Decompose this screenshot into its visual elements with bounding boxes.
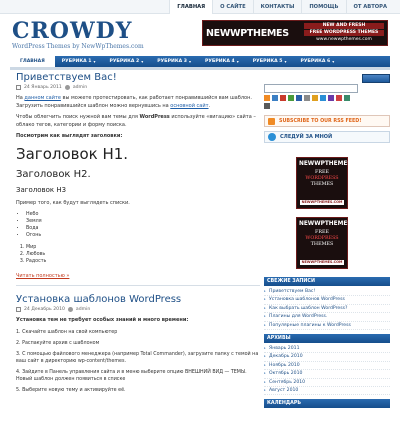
archives-heading: АРХИВЫ bbox=[264, 334, 390, 343]
list-item[interactable]: ▸ Как выбрать шаблон WordPress? bbox=[264, 305, 390, 313]
topnav-home[interactable]: ГЛАВНАЯ bbox=[169, 0, 212, 14]
post-paragraph: На данном сайте вы можете протестировать, как работает понравившийся вам шаблон. Загрузить понравившийся шаблон можно вернувшись на основной сайт. bbox=[16, 95, 252, 109]
list-item: 1. Мир bbox=[26, 244, 260, 251]
step-item: 1. Скачайте шаблон на свой компьютер bbox=[16, 329, 118, 335]
menu-item-cat6[interactable]: РУБРИКА 6 ▾ bbox=[294, 56, 342, 67]
topnav-help[interactable]: ПОМОЩЬ bbox=[301, 0, 345, 14]
sidebar-banner-2[interactable] bbox=[296, 217, 352, 269]
calendar-icon bbox=[16, 85, 21, 90]
menu-item-cat2[interactable]: РУБРИКА 2 ▾ bbox=[103, 56, 151, 67]
chevron-down-icon: ▾ bbox=[284, 59, 287, 64]
banner-line1: NEW AND FRESH bbox=[304, 23, 384, 29]
top-nav bbox=[169, 0, 394, 14]
delicious-icon[interactable] bbox=[272, 95, 278, 101]
banner-logo: NEWWPTHEMES bbox=[299, 221, 352, 227]
twitter-follow-label: СЛЕДУЙ ЗА МНОЙ bbox=[280, 134, 333, 140]
recent-posts-list bbox=[264, 288, 390, 330]
bookmark-icon[interactable] bbox=[304, 95, 310, 101]
facebook-icon[interactable] bbox=[296, 95, 302, 101]
calendar-heading: КАЛЕНДАРЬ bbox=[264, 399, 390, 408]
topnav-about[interactable]: О САЙТЕ bbox=[212, 0, 252, 14]
email-icon[interactable] bbox=[264, 103, 270, 109]
list-item[interactable]: ▸ Сентябрь 2010 bbox=[264, 379, 390, 387]
twitter-icon[interactable] bbox=[320, 95, 326, 101]
post-author[interactable]: admin bbox=[72, 85, 88, 90]
list-item[interactable]: ▸ Плагины для WordPress. bbox=[264, 313, 390, 321]
user-icon bbox=[65, 85, 70, 90]
main-content bbox=[16, 72, 260, 398]
post-meta bbox=[16, 307, 260, 312]
banner-logo: NEWWPTHEMES bbox=[206, 28, 289, 39]
post-date: 24 Январь 2011 bbox=[24, 85, 62, 90]
read-more-link[interactable]: Читать полностью » bbox=[16, 273, 70, 279]
share-icon[interactable] bbox=[344, 95, 350, 101]
list-item[interactable]: ▸ Декабрь 2010 bbox=[264, 353, 390, 361]
rss-icon[interactable] bbox=[264, 95, 270, 101]
stumbleupon-icon[interactable] bbox=[288, 95, 294, 101]
post-paragraph: Чтобы облегчить поиск нужной вам темы для WordPress используйте «вигацию» сайта – облако тегов, категории и форму поиска. bbox=[16, 114, 256, 128]
header-banner[interactable] bbox=[202, 20, 388, 46]
search-button[interactable] bbox=[362, 74, 390, 83]
list-item[interactable]: ▸ Приветствуем Вас! bbox=[264, 288, 390, 296]
menu-item-cat3[interactable]: РУБРИКА 3 ▾ bbox=[150, 56, 198, 67]
twitter-follow-box[interactable] bbox=[264, 131, 390, 143]
menu-item-cat1[interactable]: РУБРИКА 1 ▾ bbox=[55, 56, 103, 67]
yahoo-icon[interactable] bbox=[328, 95, 334, 101]
chevron-down-icon: ▾ bbox=[93, 59, 96, 64]
banner-text: FREE WORDPRESS THEMES bbox=[305, 230, 339, 247]
twitter-bird-icon bbox=[268, 133, 276, 141]
chevron-down-icon: ▾ bbox=[141, 59, 144, 64]
post-author[interactable]: admin bbox=[75, 307, 91, 312]
list-item: • Вода bbox=[26, 225, 260, 232]
install-steps bbox=[16, 329, 260, 394]
list-item: • Небо bbox=[26, 211, 260, 218]
menu-item-home[interactable]: ГЛАВНАЯ bbox=[10, 56, 55, 67]
post-date: 24 Декабрь 2010 bbox=[24, 307, 65, 312]
post-paragraph: Пример того, как будут выглядеть списки. bbox=[16, 199, 130, 206]
rss-subscribe-box[interactable] bbox=[264, 115, 390, 127]
heading-h1: Заголовок H1. bbox=[16, 144, 129, 163]
chevron-down-icon: ▾ bbox=[332, 59, 335, 64]
banner-url: NEWWPTHEMES.COM bbox=[301, 260, 343, 264]
heading-h2: Заголовок H2. bbox=[16, 168, 91, 180]
banner-text: FREE WORDPRESS THEMES bbox=[305, 170, 339, 187]
sidebar bbox=[264, 72, 390, 408]
list-item[interactable]: ▸ Август 2010 bbox=[264, 387, 390, 395]
digg-icon[interactable] bbox=[280, 95, 286, 101]
user-icon bbox=[68, 307, 73, 312]
banner-line3: www.newwpthemes.com bbox=[316, 37, 372, 42]
list-item: 3. Радость bbox=[26, 258, 260, 265]
rss-subscribe-label: SUBSCRIBE TO OUR RSS FEED! bbox=[279, 118, 362, 124]
rss-feed-icon bbox=[268, 118, 275, 125]
chevron-down-icon: ▾ bbox=[188, 59, 191, 64]
bullet-list bbox=[26, 211, 260, 239]
topnav-contacts[interactable]: КОНТАКТЫ bbox=[253, 0, 302, 14]
site-title[interactable]: CROWDY bbox=[12, 18, 133, 44]
menu-item-cat4[interactable]: РУБРИКА 4 ▾ bbox=[198, 56, 246, 67]
site-subtitle: WordPress Themes by NewWpThemes.com bbox=[12, 43, 144, 50]
post-title[interactable]: Приветствуем Вас! bbox=[16, 72, 117, 83]
list-item[interactable]: ▸ Ноябрь 2010 bbox=[264, 362, 390, 370]
site-link[interactable]: данном сайте bbox=[24, 95, 61, 101]
search-row bbox=[264, 74, 390, 83]
main-menu bbox=[10, 56, 390, 67]
banner-logo: NEWWPTHEMES bbox=[299, 161, 352, 167]
post-paragraph: Посмотрим как выглядят заголовки: bbox=[16, 133, 123, 139]
step-item: 4. Зайдите в Панель управления сайта и в меню выберите опцию ВНЕШНИЙ ВИД — ТЕМЫ. Новый шаблон должен появиться в списке bbox=[16, 369, 247, 382]
sidebar-banner-1[interactable] bbox=[296, 157, 352, 209]
social-bookmarks bbox=[264, 95, 354, 109]
archives-list bbox=[264, 345, 390, 395]
list-item: • Огонь bbox=[26, 232, 260, 239]
banner-line2: FREE WORDPRESS THEMES bbox=[304, 30, 384, 36]
search-input[interactable] bbox=[264, 84, 358, 93]
chevron-down-icon: ▾ bbox=[236, 59, 239, 64]
list-item[interactable]: ▸ Октябрь 2010 bbox=[264, 370, 390, 378]
heading-h3: Заголовок H3 bbox=[16, 185, 67, 194]
top-bar bbox=[0, 0, 400, 14]
list-item: • Земля bbox=[26, 218, 260, 225]
list-item[interactable]: ▸ Популярные плагины к WordPress bbox=[264, 322, 390, 330]
post-meta bbox=[16, 85, 260, 90]
main-site-link[interactable]: основной сайт bbox=[170, 102, 209, 109]
step-item: 2. Распакуйте архив с шаблоном bbox=[16, 340, 100, 346]
star-icon[interactable] bbox=[312, 95, 318, 101]
step-item: 5. Выберите новую тему и активируйте её. bbox=[16, 387, 126, 393]
menu-divider bbox=[10, 67, 390, 70]
list-item[interactable]: ▸ Установка шаблонов WordPress bbox=[264, 296, 390, 304]
calendar-icon bbox=[16, 307, 21, 312]
menu-item-cat5[interactable]: РУБРИКА 5 ▾ bbox=[246, 56, 294, 67]
step-item: 3. С помощью файлового менеджера (например Total Commander), загрузите папку с темой на ваш сайт в директорию wp-content/themes. bbox=[16, 351, 259, 364]
google-icon[interactable] bbox=[336, 95, 342, 101]
post-divider bbox=[16, 285, 260, 286]
topnav-author[interactable]: ОТ АВТОРА bbox=[346, 0, 395, 14]
banner-url: NEWWPTHEMES.COM bbox=[301, 200, 343, 204]
post-paragraph: Установка тем не требует особых знаний и много времени: bbox=[16, 317, 189, 323]
post-title[interactable]: Установка шаблонов WordPress bbox=[16, 294, 182, 305]
ordered-list bbox=[26, 244, 260, 265]
list-item[interactable]: ▸ Январь 2011 bbox=[264, 345, 390, 353]
recent-posts-heading: СВЕЖИЕ ЗАПИСИ bbox=[264, 277, 390, 286]
list-item: 2. Любовь bbox=[26, 251, 260, 258]
